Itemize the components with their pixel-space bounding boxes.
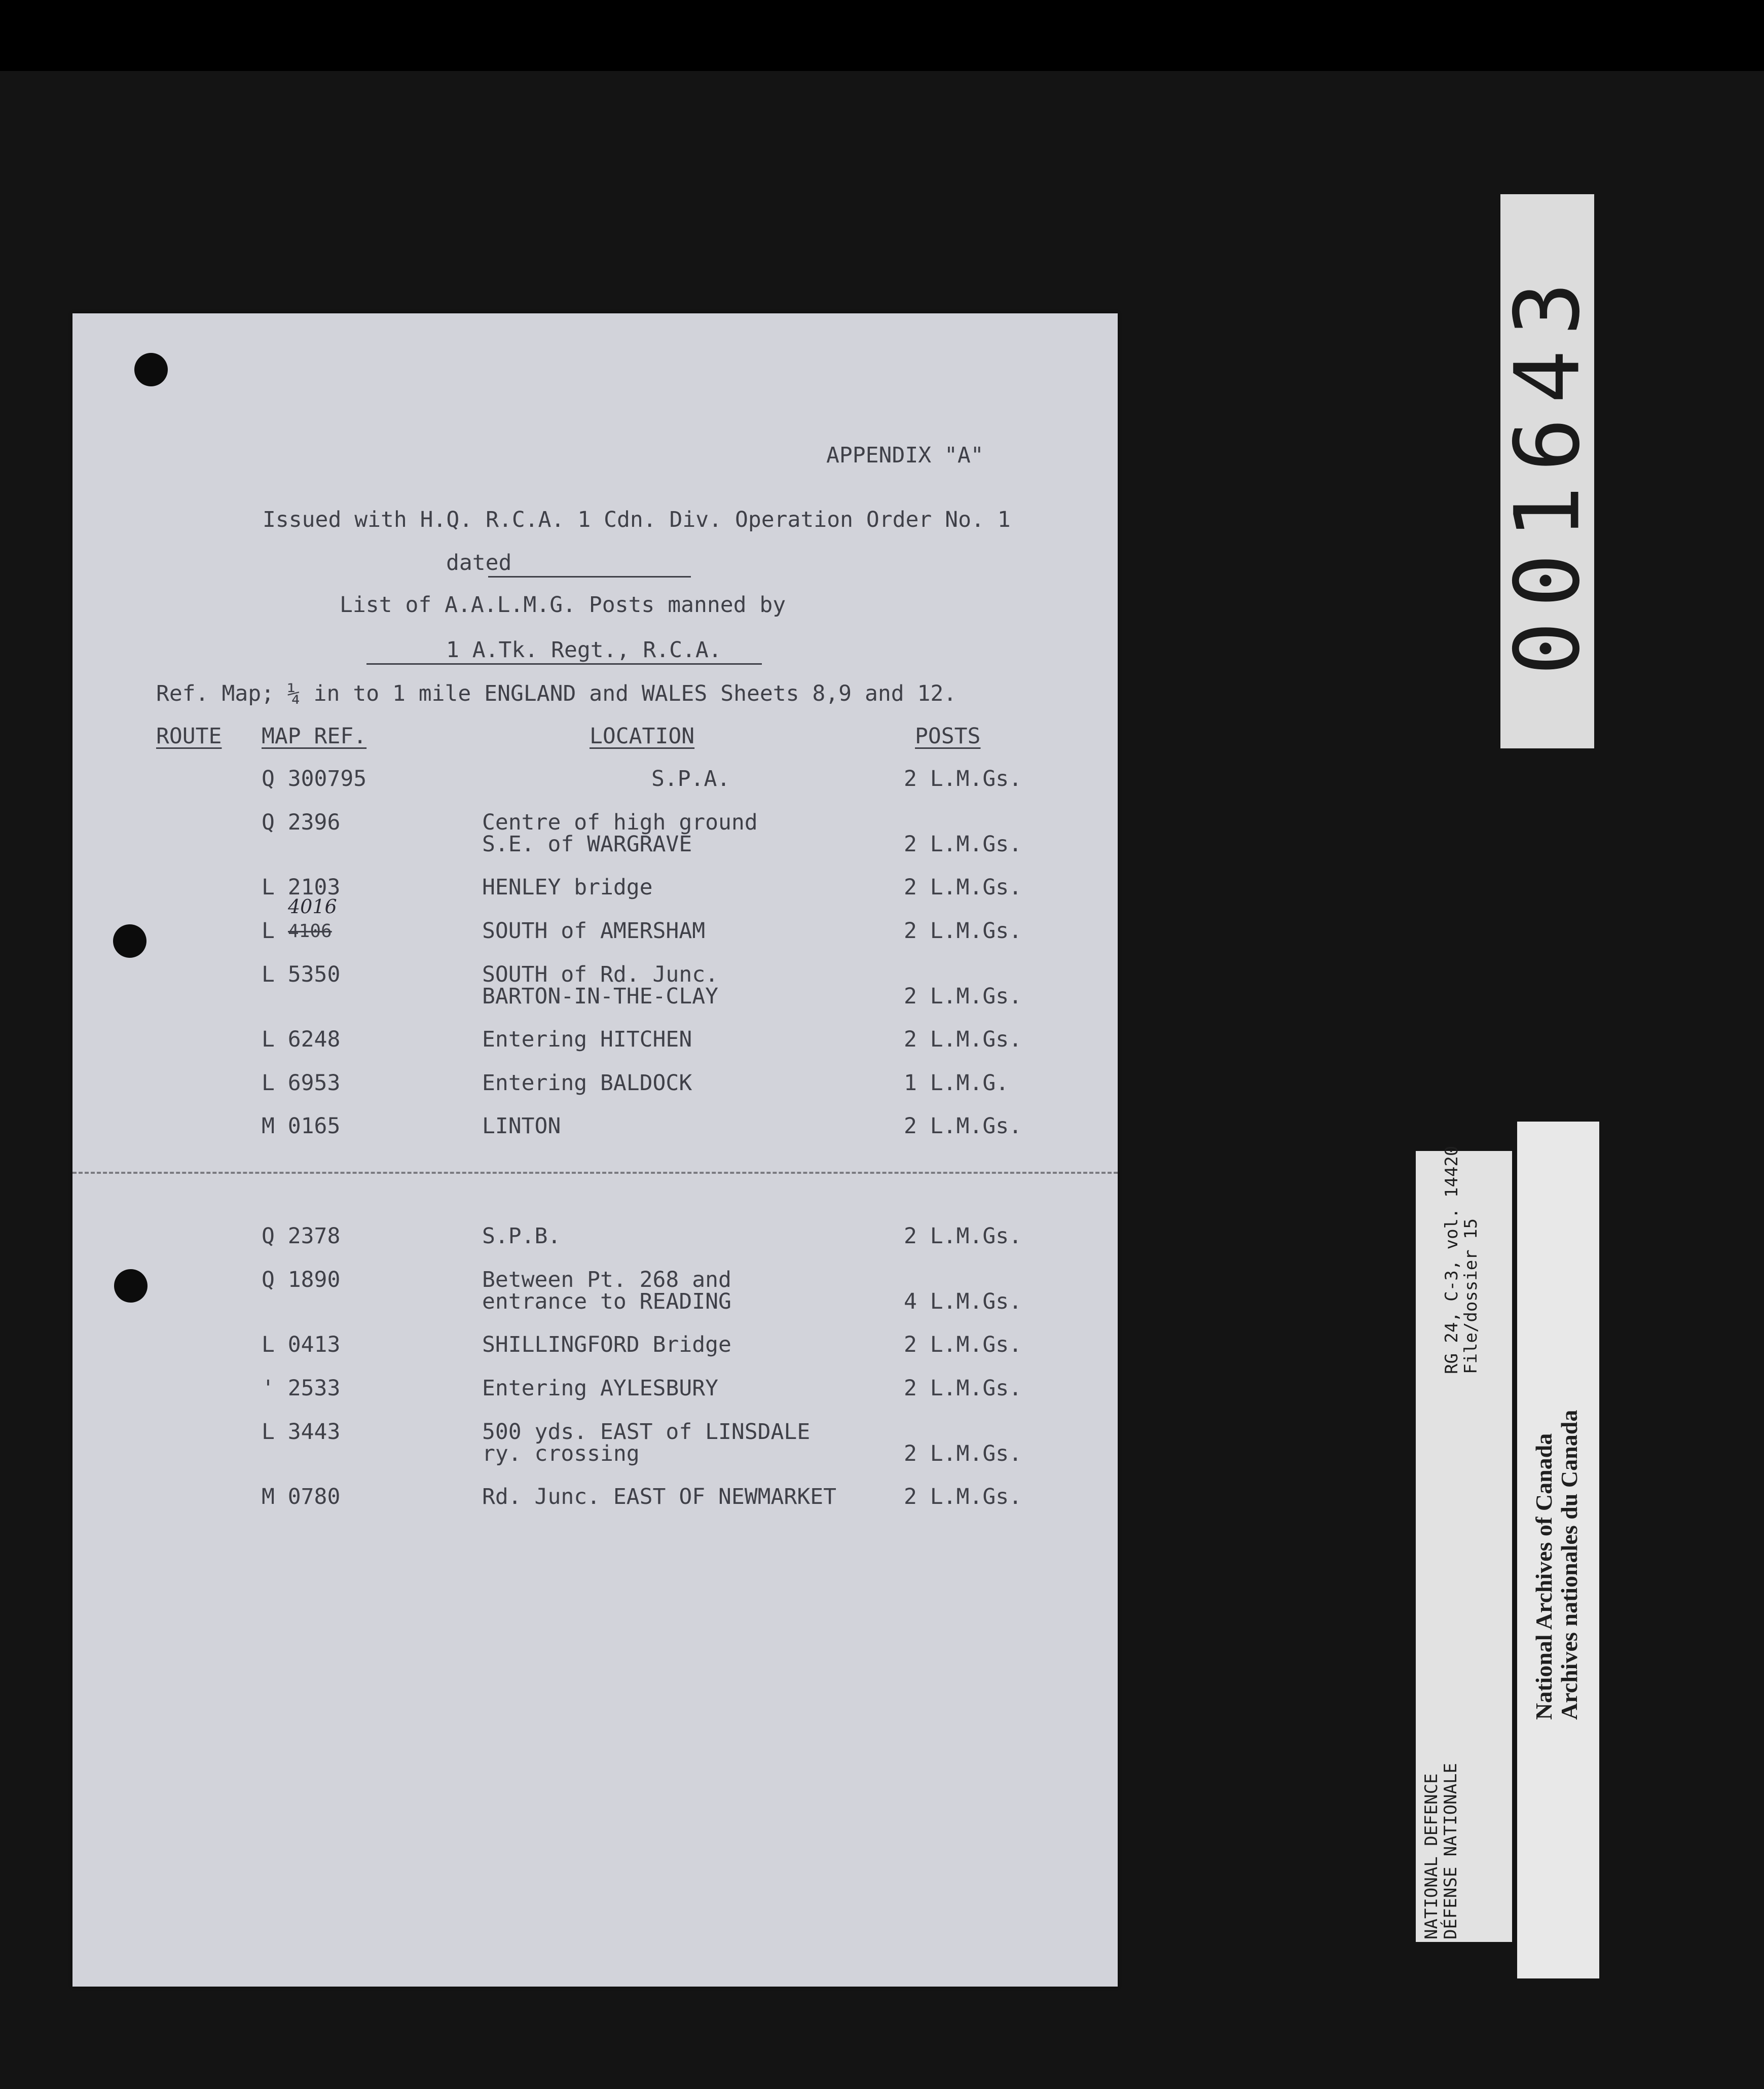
- posts-cell: 2 L.M.Gs.: [904, 1027, 1022, 1052]
- posts-cell: 2 L.M.Gs.: [904, 875, 1022, 900]
- posts-cell: 2 L.M.Gs.: [904, 918, 1022, 944]
- map-ref-cell: Q 1890: [262, 1267, 341, 1292]
- appendix-title: APPENDIX "A": [826, 443, 984, 468]
- location-cell: Entering AYLESBURY: [482, 1376, 718, 1401]
- punch-hole: [134, 353, 168, 386]
- location-cell-line2: S.E. of WARGRAVE: [482, 832, 692, 857]
- ref-map-line: Ref. Map; ¼ in to 1 mile ENGLAND and WALES Sheets 8,9 and 12.: [156, 681, 957, 706]
- archive-reference-label: [1416, 1145, 1512, 1942]
- location-cell: Between Pt. 268 and: [482, 1267, 731, 1292]
- col-location-header: LOCATION: [590, 724, 695, 749]
- map-ref-cell: L 6248: [262, 1027, 341, 1052]
- map-ref-cell: Q 2378: [262, 1223, 341, 1249]
- col-mapref-header: MAP REF.: [262, 724, 367, 749]
- location-cell: SHILLINGFORD Bridge: [482, 1332, 731, 1357]
- struck-map-ref: 4106: [288, 921, 332, 942]
- map-ref-cell: L 5350: [262, 962, 341, 987]
- posts-cell: 2 L.M.Gs.: [904, 1113, 1022, 1139]
- location-cell-line2: BARTON-IN-THE-CLAY: [482, 984, 718, 1009]
- unit-name: 1 A.Tk. Regt., R.C.A.: [446, 637, 722, 663]
- punch-hole: [113, 924, 146, 958]
- reference-line-2: File/dossier 15: [1461, 1218, 1481, 1374]
- map-ref-cell: L 6953: [262, 1070, 341, 1096]
- issued-line: Issued with H.Q. R.C.A. 1 Cdn. Div. Operation Order No. 1: [263, 507, 1011, 532]
- archives-name-french: Archives nationales du Canada: [1556, 1410, 1582, 1720]
- handwritten-correction: 4016: [288, 895, 337, 918]
- department-line-1: NATIONAL DEFENCE: [1421, 1773, 1442, 1939]
- location-cell: HENLEY bridge: [482, 875, 653, 900]
- map-ref-cell: M 0780: [262, 1484, 341, 1509]
- map-ref-cell: ' 2533: [262, 1376, 341, 1401]
- location-cell: SOUTH of Rd. Junc.: [482, 962, 718, 987]
- document-page: [72, 313, 1118, 1987]
- map-ref-cell: L 2103: [262, 875, 341, 900]
- location-cell: S.P.B.: [482, 1223, 561, 1249]
- location-cell-line2: ry. crossing: [482, 1441, 640, 1466]
- national-archives-label: [1517, 1122, 1599, 1978]
- posts-cell: 2 L.M.Gs.: [904, 1332, 1022, 1357]
- posts-cell: 2 L.M.Gs.: [904, 984, 1022, 1009]
- map-ref-cell: Q 2396: [262, 810, 341, 835]
- posts-cell: 2 L.M.Gs.: [904, 1223, 1022, 1249]
- location-cell: S.P.A.: [651, 766, 730, 791]
- archives-name-english: National Archives of Canada: [1531, 1433, 1557, 1720]
- location-cell: Rd. Junc. EAST OF NEWMARKET: [482, 1484, 836, 1509]
- top-band: [0, 0, 1764, 71]
- col-posts-header: POSTS: [915, 724, 981, 749]
- posts-cell: 2 L.M.Gs.: [904, 832, 1022, 857]
- map-ref-cell: M 0165: [262, 1113, 341, 1139]
- department-line-2: DÉFENSE NATIONALE: [1441, 1763, 1461, 1939]
- posts-cell: 1 L.M.G.: [904, 1070, 1009, 1096]
- col-route-header: ROUTE: [156, 724, 222, 749]
- posts-cell: 4 L.M.Gs.: [904, 1289, 1022, 1314]
- map-ref-cell: L 3443: [262, 1419, 341, 1445]
- dated-label: dated: [446, 550, 512, 575]
- location-cell-line2: entrance to READING: [482, 1289, 731, 1314]
- posts-cell: 2 L.M.Gs.: [904, 766, 1022, 791]
- map-ref-cell: L: [262, 918, 275, 944]
- list-title: List of A.A.L.M.G. Posts manned by: [340, 592, 786, 618]
- punch-hole: [114, 1269, 148, 1303]
- location-cell: Entering HITCHEN: [482, 1027, 692, 1052]
- unit-underline: [366, 663, 762, 665]
- date-blank-line: [488, 576, 691, 578]
- location-cell: LINTON: [482, 1113, 561, 1139]
- posts-cell: 2 L.M.Gs.: [904, 1376, 1022, 1401]
- posts-cell: 2 L.M.Gs.: [904, 1484, 1022, 1509]
- location-cell: Entering BALDOCK: [482, 1070, 692, 1096]
- frame-number: 001643: [1495, 267, 1599, 675]
- reference-line-1: RG 24, C-3, vol. 14420: [1442, 1145, 1462, 1374]
- map-ref-cell: L 0413: [262, 1332, 341, 1357]
- frame-number-stamp: [1495, 194, 1599, 748]
- location-cell: Centre of high ground: [482, 810, 758, 835]
- location-cell: 500 yds. EAST of LINSDALE: [482, 1419, 811, 1445]
- section-divider: [72, 1172, 1118, 1174]
- location-cell: SOUTH of AMERSHAM: [482, 918, 706, 944]
- map-ref-cell: Q 300795: [262, 766, 367, 791]
- posts-cell: 2 L.M.Gs.: [904, 1441, 1022, 1466]
